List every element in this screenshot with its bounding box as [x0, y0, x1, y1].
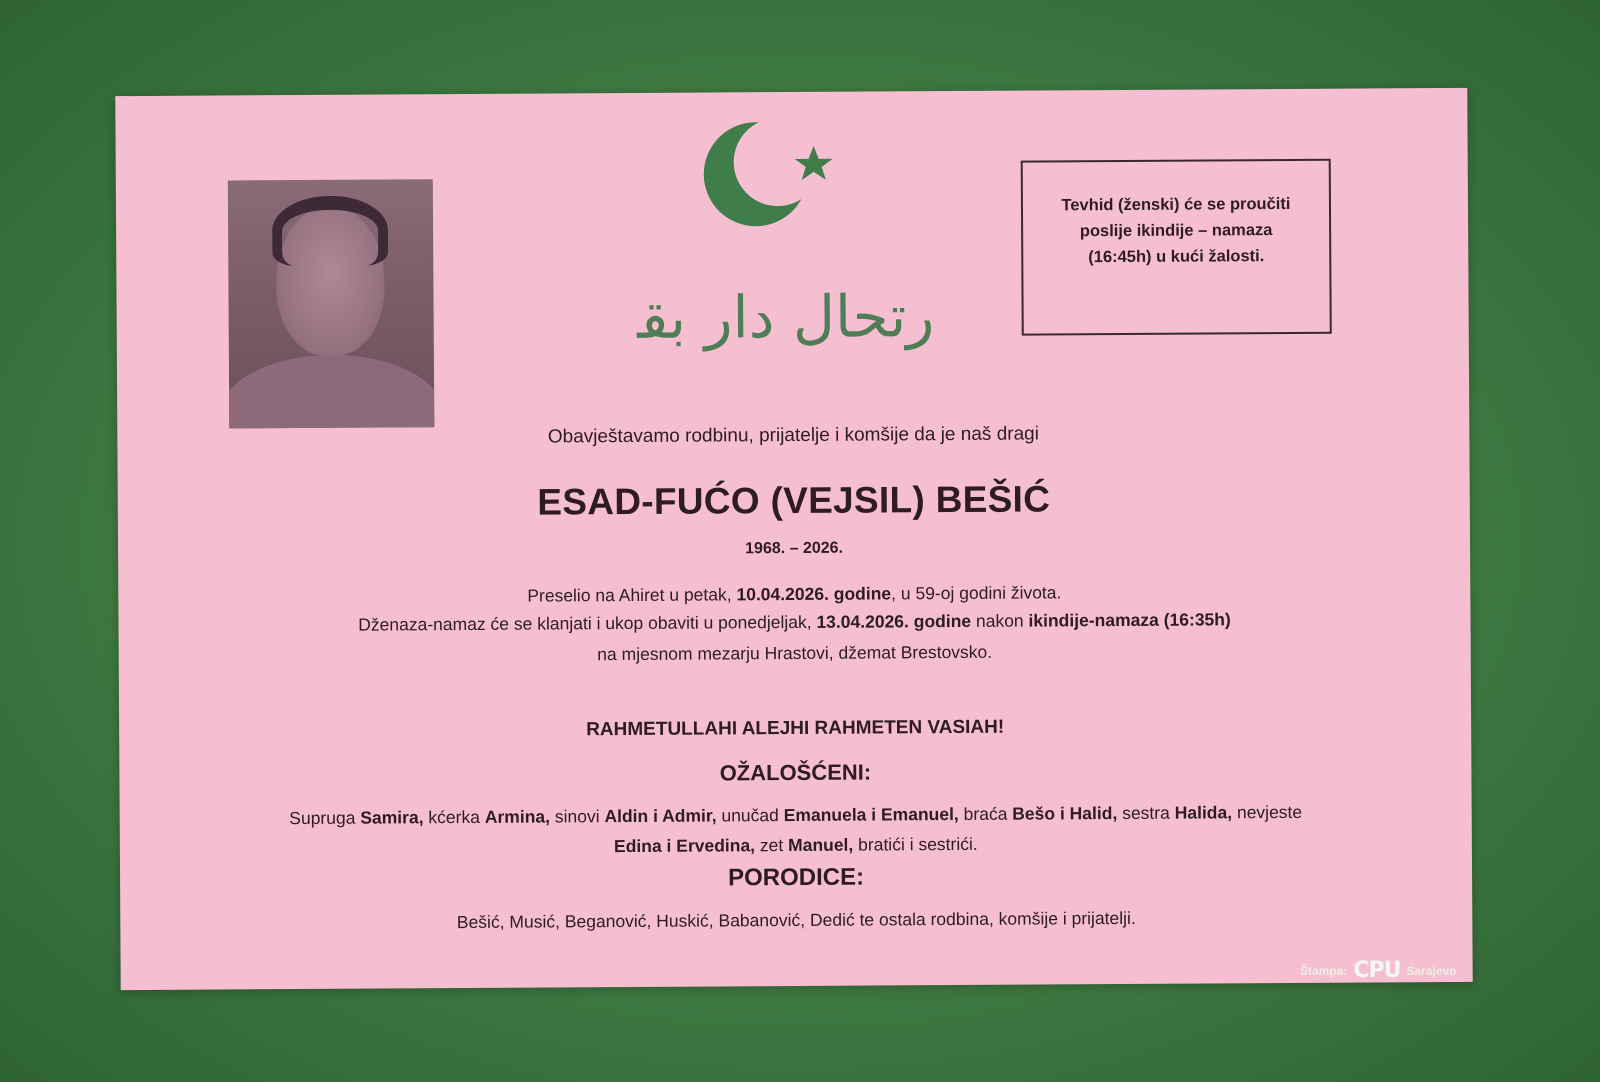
mourner-name: Bešo i Halid, — [1012, 803, 1118, 824]
intro-text: Obavještavamo rodbinu, prijatelje i komšije da je naš dragi — [547, 423, 1039, 448]
mourner-name: Manuel, — [788, 834, 854, 856]
arabic-calligraphy-text: ارتحال دار بقا — [635, 282, 937, 353]
death-line — [118, 580, 1470, 609]
mourners-text: kćerka — [423, 806, 485, 828]
obituary-notice — [115, 88, 1472, 990]
mourner-name: Emanuela i Emanuel, — [783, 803, 959, 826]
mourners-text: Supruga — [289, 807, 361, 829]
print-credit-city: Sarajevo — [1406, 963, 1457, 978]
funeral-date: 13.04.2026. godine — [816, 610, 972, 632]
mourners-text: nevjeste — [1232, 801, 1303, 823]
mourners-text: bratići i sestrići. — [853, 833, 978, 855]
printer-logo: CPU — [1353, 958, 1401, 983]
deceased-photo — [228, 179, 435, 428]
death-line-pre: Preselio na Ahiret u petak, — [527, 584, 737, 606]
tevhid-notice-box — [1021, 159, 1332, 336]
death-date: 10.04.2026. godine — [736, 583, 892, 605]
mourner-name: Armina, — [484, 806, 551, 827]
death-line-post: , u 59-oj godini života. — [891, 582, 1062, 604]
crescent-and-star-icon — [635, 111, 937, 363]
print-credit — [1300, 958, 1457, 983]
funeral-line-mid: nakon — [971, 610, 1029, 631]
mourner-name: Edina i Ervedina, — [613, 835, 756, 857]
tevhid-notice: Tevhid (ženski) će se proučiti poslije ikindije – namaza (16:45h) u kući žalosti. — [1061, 194, 1291, 267]
mourner-name: Halida, — [1174, 802, 1233, 823]
photo-hair — [272, 195, 388, 266]
families-list: Bešić, Musić, Beganović, Huskić, Babanović, Dedić te ostala rodbina, komšije i prijatelji. — [456, 907, 1136, 933]
mourner-name: Aldin i Admir, — [604, 805, 717, 827]
mourners-text: unučad — [716, 805, 784, 826]
prayer-line: RAHMETULLAHI ALEJHI RAHMETEN VASIAH! — [586, 716, 1005, 741]
life-years: 1968. – 2026. — [745, 539, 844, 558]
funeral-line-pre: Dženaza-namaz će se klanjati i ukop obaviti u ponedjeljak, — [358, 611, 817, 635]
mourner-name: Samira, — [360, 807, 424, 828]
funeral-time: ikindije-namaza (16:35h) — [1028, 609, 1231, 631]
mourners-text: zet — [754, 835, 789, 856]
arabic-calligraphy — [635, 282, 937, 352]
burial-place: na mjesnom mezarju Hrastovi, džemat Brestovsko. — [597, 641, 993, 665]
mourners-text: sestra — [1117, 802, 1175, 824]
mourners-heading: OŽALOŠĆENI: — [719, 759, 872, 786]
mourners-list — [120, 796, 1472, 864]
photo-shoulders — [228, 354, 435, 428]
islamic-emblem — [635, 111, 937, 363]
funeral-line — [118, 608, 1470, 637]
mourners-text: braća — [958, 803, 1013, 824]
deceased-name: ESAD-FUĆO (VEJSIL) BEŠIĆ — [537, 478, 1051, 523]
mourners-text: sinovi — [549, 806, 605, 827]
print-credit-label: Štampa: — [1300, 963, 1348, 978]
families-heading: PORODICE: — [727, 863, 865, 892]
